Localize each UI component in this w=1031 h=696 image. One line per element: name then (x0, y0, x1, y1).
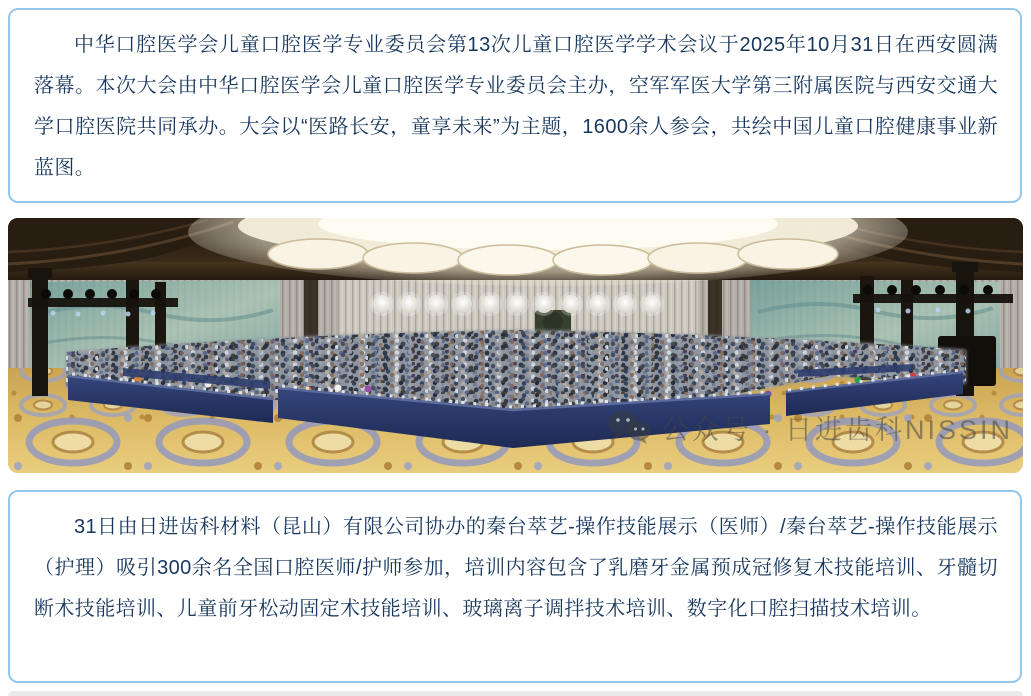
intro-paragraph: 中华口腔医学会儿童口腔医学专业委员会第13次儿童口腔医学学术会议于2025年10月31日在西安圆满落幕。本次大会由中华口腔医学会儿童口腔医学专业委员会主办，空军军医大学第三附属医院与西安交通大学口腔医院共同承办。大会以“医路长安，童享未来”为主题，1600余人参会，共绘中国儿童口腔健康事业新蓝图。 (34, 34, 998, 179)
watermark-text: 公众号 · 日进齿科NISSIN (662, 415, 1014, 445)
wechat-icon (606, 409, 652, 447)
intro-card (8, 8, 1022, 203)
conference-photo (8, 218, 1023, 473)
training-card (8, 490, 1022, 683)
globe-lights (370, 292, 664, 316)
watermark (606, 408, 1013, 447)
training-paragraph: 31日由日进齿科材料（昆山）有限公司协办的秦台萃艺-操作技能展示（医师）/秦台萃艺-操作技能展示（护理）吸引300余名全国口腔医师/护师参加，培训内容包含了乳磨牙金属预成冠修复术技能培训、牙髓切断术技能培训、儿童前牙松动固定术技能培训、玻璃离子调拌技术培训、数字化口腔扫描技术培训。 (34, 516, 998, 620)
next-element-peek (8, 691, 1023, 696)
